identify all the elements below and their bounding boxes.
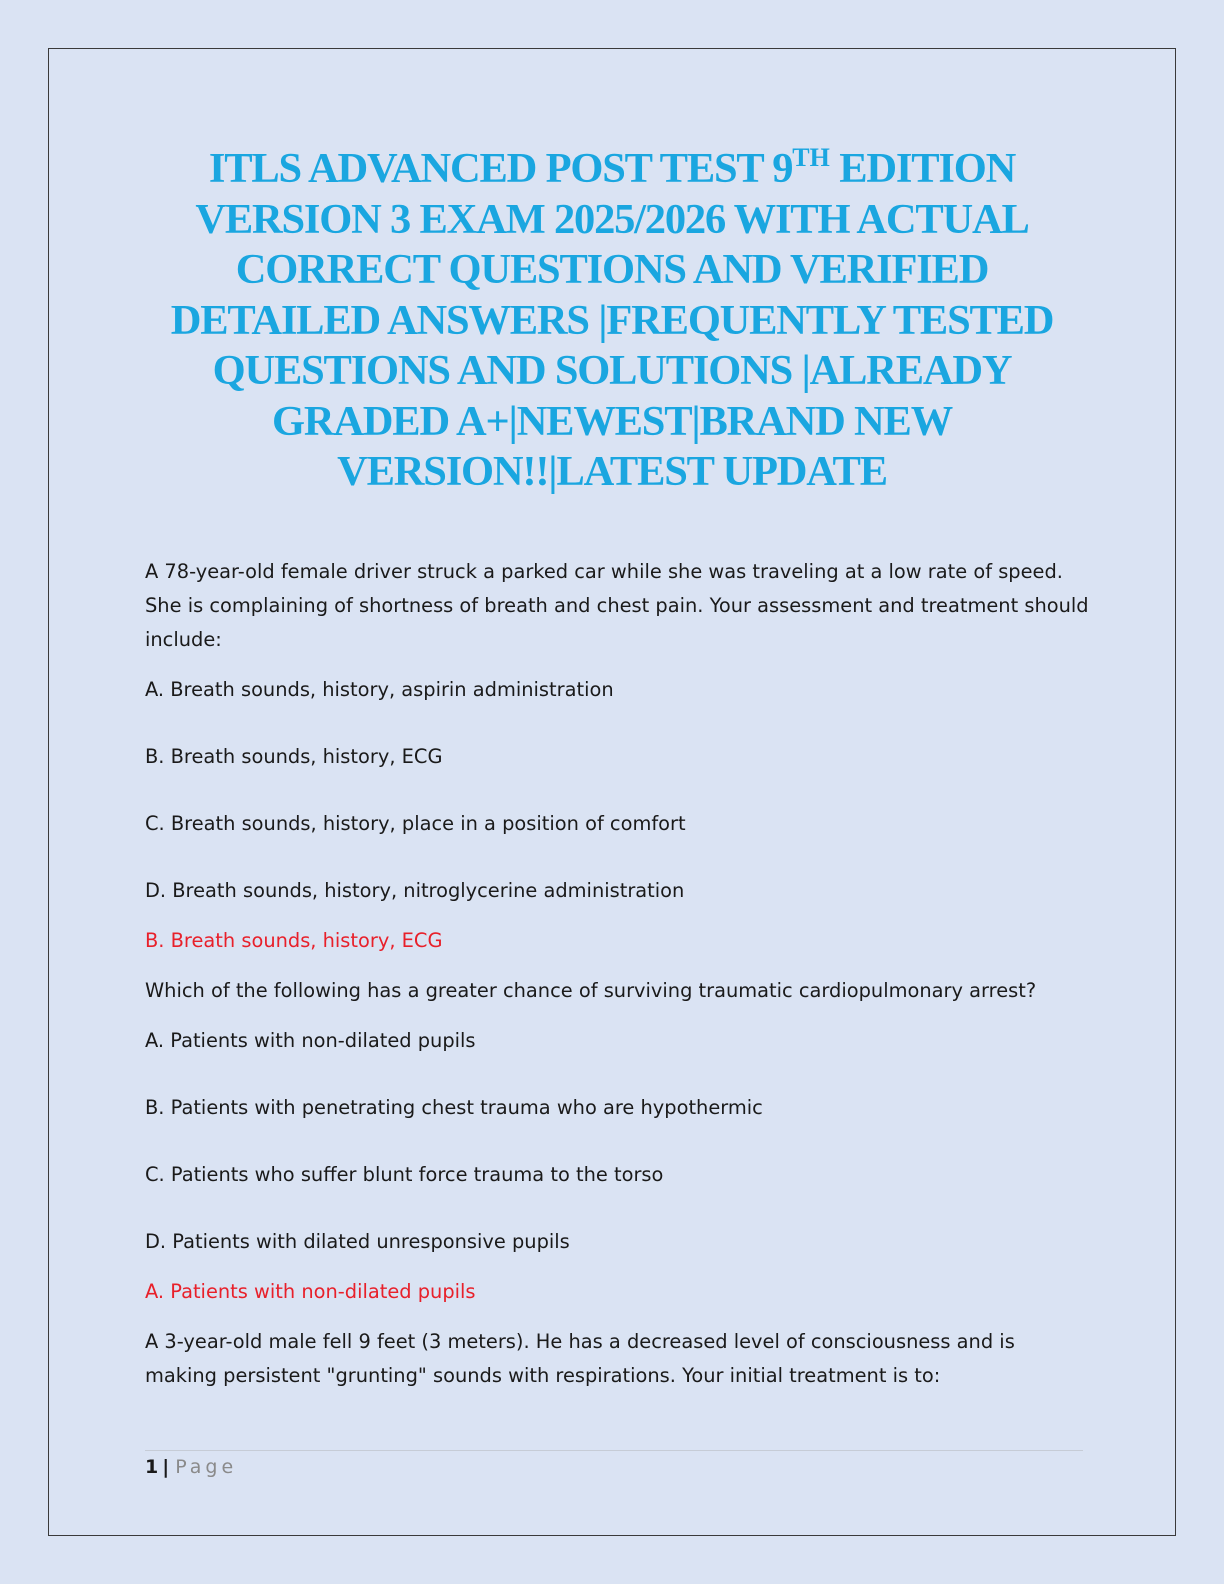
question-2-option-d: D. Patients with dilated unresponsive pupils [145,1230,570,1253]
question-list [145,555,1090,1409]
question-2-option-a: A. Patients with non-dilated pupils [145,1029,476,1052]
title-line-5: QUESTIONS AND SOLUTIONS |ALREADY [212,347,1012,394]
footer-separator: | [162,1456,170,1478]
page-number: 1 [145,1456,159,1478]
title-line-7: VERSION!!|LATEST UPDATE [337,448,887,495]
question-2-prompt: Which of the following has a greater chance of surviving traumatic cardiopulmonary arrest? [145,979,1037,1002]
title-line-4: DETAILED ANSWERS |FREQUENTLY TESTED [170,296,1054,344]
question-3-prompt: A 3-year-old male fell 9 feet (3 meters). He has a decreased level of consciousness and is making persistent "grunting" sounds with respirations. Your initial treatment is to: [145,1330,1015,1387]
page-footer [145,1452,237,1482]
title-line-3: CORRECT QUESTIONS AND VERIFIED [235,246,989,293]
question-1-prompt: A 78-year-old female driver struck a parked car while she was traveling at a low rate of speed. She is complaining of shortness of breath and chest pain. Your assessment and treatment should include: [145,560,1089,651]
question-1-answer: B. Breath sounds, history, ECG [145,929,443,952]
title-line-2: VERSION 3 EXAM 2025/2026 WITH ACTUAL [195,195,1029,243]
page-label: Page [175,1456,238,1478]
title-superscript: TH [792,143,830,172]
question-2-answer: A. Patients with non-dilated pupils [145,1280,476,1303]
question-1-option-c: C. Breath sounds, history, place in a position of comfort [145,812,686,835]
question-2-option-b: B. Patients with penetrating chest trauma who are hypothermic [145,1096,763,1119]
document-title [130,144,1094,498]
title-line-6: GRADED A+|NEWEST|BRAND NEW [271,397,953,445]
title-line-1: ITLS ADVANCED POST TEST 9TH EDITION [208,143,1016,192]
footer-divider [145,1450,1083,1451]
question-1-option-b: B. Breath sounds, history, ECG [145,745,443,768]
question-1-option-d: D. Breath sounds, history, nitroglycerine administration [145,879,685,902]
question-2-option-c: C. Patients who suffer blunt force trauma to the torso [145,1163,664,1186]
question-1-option-a: A. Breath sounds, history, aspirin administration [145,678,614,701]
